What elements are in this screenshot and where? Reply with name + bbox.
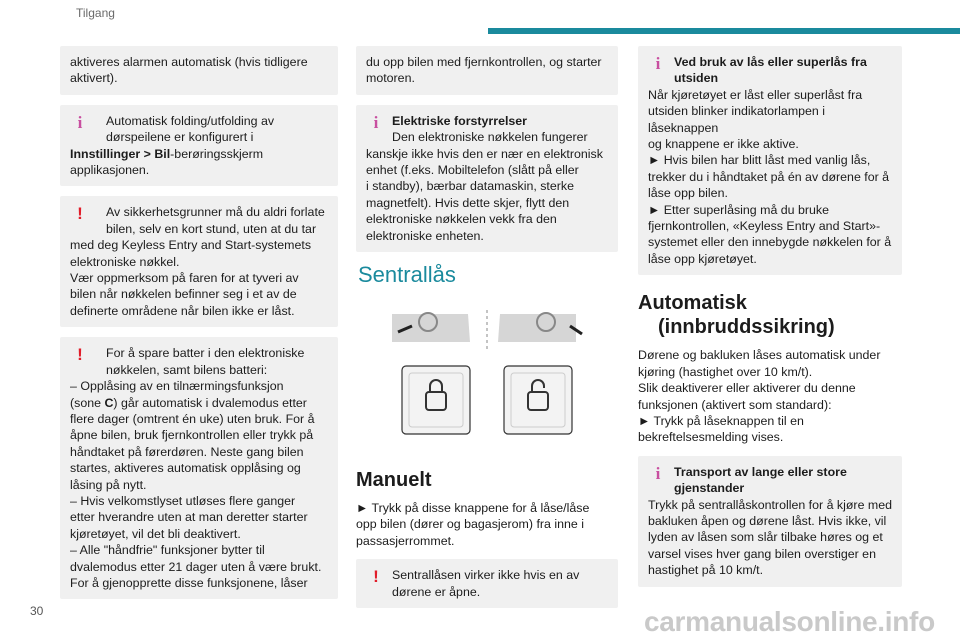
text-line: elektroniske nøkkel.	[70, 254, 180, 269]
text-line: For å spare batter i den elektroniske	[106, 346, 305, 361]
text-line: Dørene og bakluken låses automatisk under	[638, 348, 881, 363]
text-line: passasjerrommet.	[356, 533, 455, 548]
text-fragment: -berøringsskjerm	[170, 146, 264, 161]
text-line: kjøring (hastighet over 10 km/t).	[638, 364, 813, 379]
text-line: flere dager (omtrent én uke) uten bruk. For å	[70, 411, 315, 426]
dashboard-illustration	[356, 302, 618, 460]
text-line: – Alle "håndfrie" funksjoner bytter til	[70, 543, 265, 558]
text-line: systemet eller den innebygde nøkkelen for å	[648, 235, 892, 250]
text-line: bilen, selv en kort stund, uten at du tar	[106, 221, 317, 236]
text-line: bakluken åpen og dørene låst. Hvis ikke, vil	[648, 513, 887, 528]
text-line: dvalemodus etter 21 dager uten å være brukt.	[70, 559, 322, 574]
menu-path: Innstillinger > Bil	[70, 146, 171, 161]
text-line: ► Hvis bilen har blitt låst med vanlig lås,	[648, 153, 871, 168]
text-line: applikasjonen.	[70, 163, 150, 178]
text-line: bilen når nøkkelen befinner seg i et av de	[70, 287, 297, 302]
manual-text	[356, 500, 618, 549]
unlock-button	[504, 366, 572, 434]
info-box-mirrors	[60, 105, 338, 187]
info-icon: i	[373, 112, 379, 132]
warning-box-battery	[60, 337, 338, 599]
text-line: bekreftelsesmelding vises.	[638, 430, 784, 445]
heading-innbruddssikring: (innbruddssikring)	[658, 316, 835, 339]
text-line: ► Trykk på disse knappene for å låse/låse	[356, 501, 590, 516]
box-title: Elektriske forstyrrelser	[392, 113, 528, 128]
continued-note	[60, 46, 338, 95]
text-line: kjøretøyet, vil det bli deaktivert.	[70, 526, 241, 541]
warning-box-doors	[356, 559, 618, 608]
text-line: og knappene er ikke aktive.	[648, 137, 799, 152]
text-line: varsel vises hver gang bilen overstiger en	[648, 546, 876, 561]
text-line: Trykk på sentrallåskontrollen for å kjøre med	[648, 497, 893, 512]
header-accent-bar	[488, 28, 960, 34]
info-box-outside-lock	[638, 46, 902, 275]
text-fragment: (sone	[70, 395, 105, 410]
info-box-transport	[638, 456, 902, 587]
continued-note	[356, 46, 618, 95]
text-line: motoren.	[366, 71, 415, 86]
central-lock-illustration	[356, 302, 618, 460]
warning-icon: !	[77, 204, 83, 224]
box-title: gjenstander	[674, 481, 745, 496]
text-line: aktiveres alarmen automatisk (hvis tidligere	[70, 55, 308, 69]
warning-icon: !	[373, 567, 379, 587]
footer-watermark: carmanualsonline.info	[644, 606, 935, 637]
text-line: enhet (f.eks. Mobiltelefon (slått på eller	[366, 163, 579, 178]
warning-box-security	[60, 196, 338, 327]
text-line: fjernkontrollen, «Keyless Entry and Start»-	[648, 219, 881, 234]
text-line	[70, 395, 328, 411]
text-line: Sentrallåsen virker ikke hvis en av	[392, 568, 580, 583]
section-header: Tilgang	[76, 6, 115, 20]
lock-button	[402, 366, 470, 434]
text-line: – Opplåsing av en tilnærmingsfunksjon	[70, 379, 284, 394]
heading-automatisk: Automatisk	[638, 292, 747, 315]
text-line: lyden av låsen som slår tilbake høres og et	[648, 530, 883, 545]
text-line	[70, 146, 328, 162]
zone-label: C	[104, 395, 114, 410]
info-icon: i	[655, 463, 661, 483]
text-line: utsiden blinker indikatorlampen i låseknappen	[648, 104, 826, 135]
automatic-lock-text	[638, 347, 902, 445]
text-line: Av sikkerhetsgrunner må du aldri forlate	[106, 205, 325, 220]
text-line: nøkkelen, samt bilens batteri:	[106, 362, 268, 377]
text-line: åpne bilen, bruk fjernkontrollen eller trykk på	[70, 428, 314, 443]
text-line: du opp bilen med fjernkontrollen, og starter	[366, 55, 602, 69]
text-line: Den elektroniske nøkkelen fungerer	[392, 130, 588, 145]
heading-manuelt: Manuelt	[356, 469, 432, 492]
text-line: låsing på nytt.	[70, 477, 147, 492]
box-title: utsiden	[674, 71, 719, 86]
text-line: magnetfelt). Hvis dette skjer, flytt den	[366, 195, 570, 210]
text-line: etter hverandre uten at man deretter starter	[70, 510, 308, 525]
text-line: dørspeilene er konfigurert i	[106, 130, 254, 145]
info-icon: i	[655, 54, 661, 73]
text-line: elektroniske enheten.	[366, 228, 484, 243]
text-line: dørene er åpne.	[392, 584, 481, 599]
column-3	[638, 46, 902, 597]
text-line: låse opp kjøretøyet.	[648, 251, 757, 266]
box-title: Transport av lange eller store	[674, 464, 847, 479]
text-line: ► Etter superlåsing må du bruke	[648, 202, 830, 217]
text-line: funksjonen (aktivert som standard):	[638, 397, 832, 412]
text-line: hastighet på 10 km/t.	[648, 563, 764, 578]
warning-icon: !	[77, 345, 83, 365]
text-line: opp bilen (dører og bagasjerom) fra inne i	[356, 517, 584, 532]
page-number: 30	[30, 604, 44, 618]
text-line: låse opp bilen.	[648, 186, 728, 201]
text-line: Når kjøretøyet er låst eller superlåst fra	[648, 87, 863, 102]
text-line: startes, aktiveres automatisk opplåsing og	[70, 461, 301, 476]
text-line: elektroniske nøkkelen vekk fra den	[366, 212, 557, 227]
text-line: Slik deaktiverer eller aktiverer du denne	[638, 381, 856, 396]
text-line: aktivert).	[70, 71, 118, 86]
column-1	[60, 46, 338, 609]
text-line: med deg Keyless Entry and Start-systemets	[70, 238, 312, 253]
text-line: – Hvis velkomstlyset utløses flere ganger	[70, 493, 296, 508]
text-line: kanskje ikke hvis den er nær en elektronisk	[366, 146, 603, 161]
text-line: definerte områdene når bilen ikke er låst.	[70, 303, 295, 318]
text-line: ► Trykk på låseknappen til en	[638, 413, 804, 428]
text-line: Automatisk folding/utfolding av	[106, 113, 275, 128]
box-title: Ved bruk av lås eller superlås fra	[674, 55, 867, 69]
text-line: trekker du i håndtaket på én av dørene for å	[648, 169, 890, 184]
column-2	[356, 46, 618, 618]
info-icon: i	[77, 112, 83, 132]
text-fragment: ) går automatisk i dvalemodus etter	[113, 395, 307, 410]
text-line: i standby), bærbar datamaskin, sterke	[366, 179, 574, 194]
text-line: håndtaket på førerdøren. Neste gang bilen	[70, 444, 304, 459]
text-line: For å gjenopprette disse funksjonene, låser	[70, 575, 308, 590]
section-title-sentrallas: Sentrallås	[358, 262, 456, 288]
info-box-interference	[356, 105, 618, 252]
text-line: Vær oppmerksom på faren for at tyveri av	[70, 271, 299, 286]
